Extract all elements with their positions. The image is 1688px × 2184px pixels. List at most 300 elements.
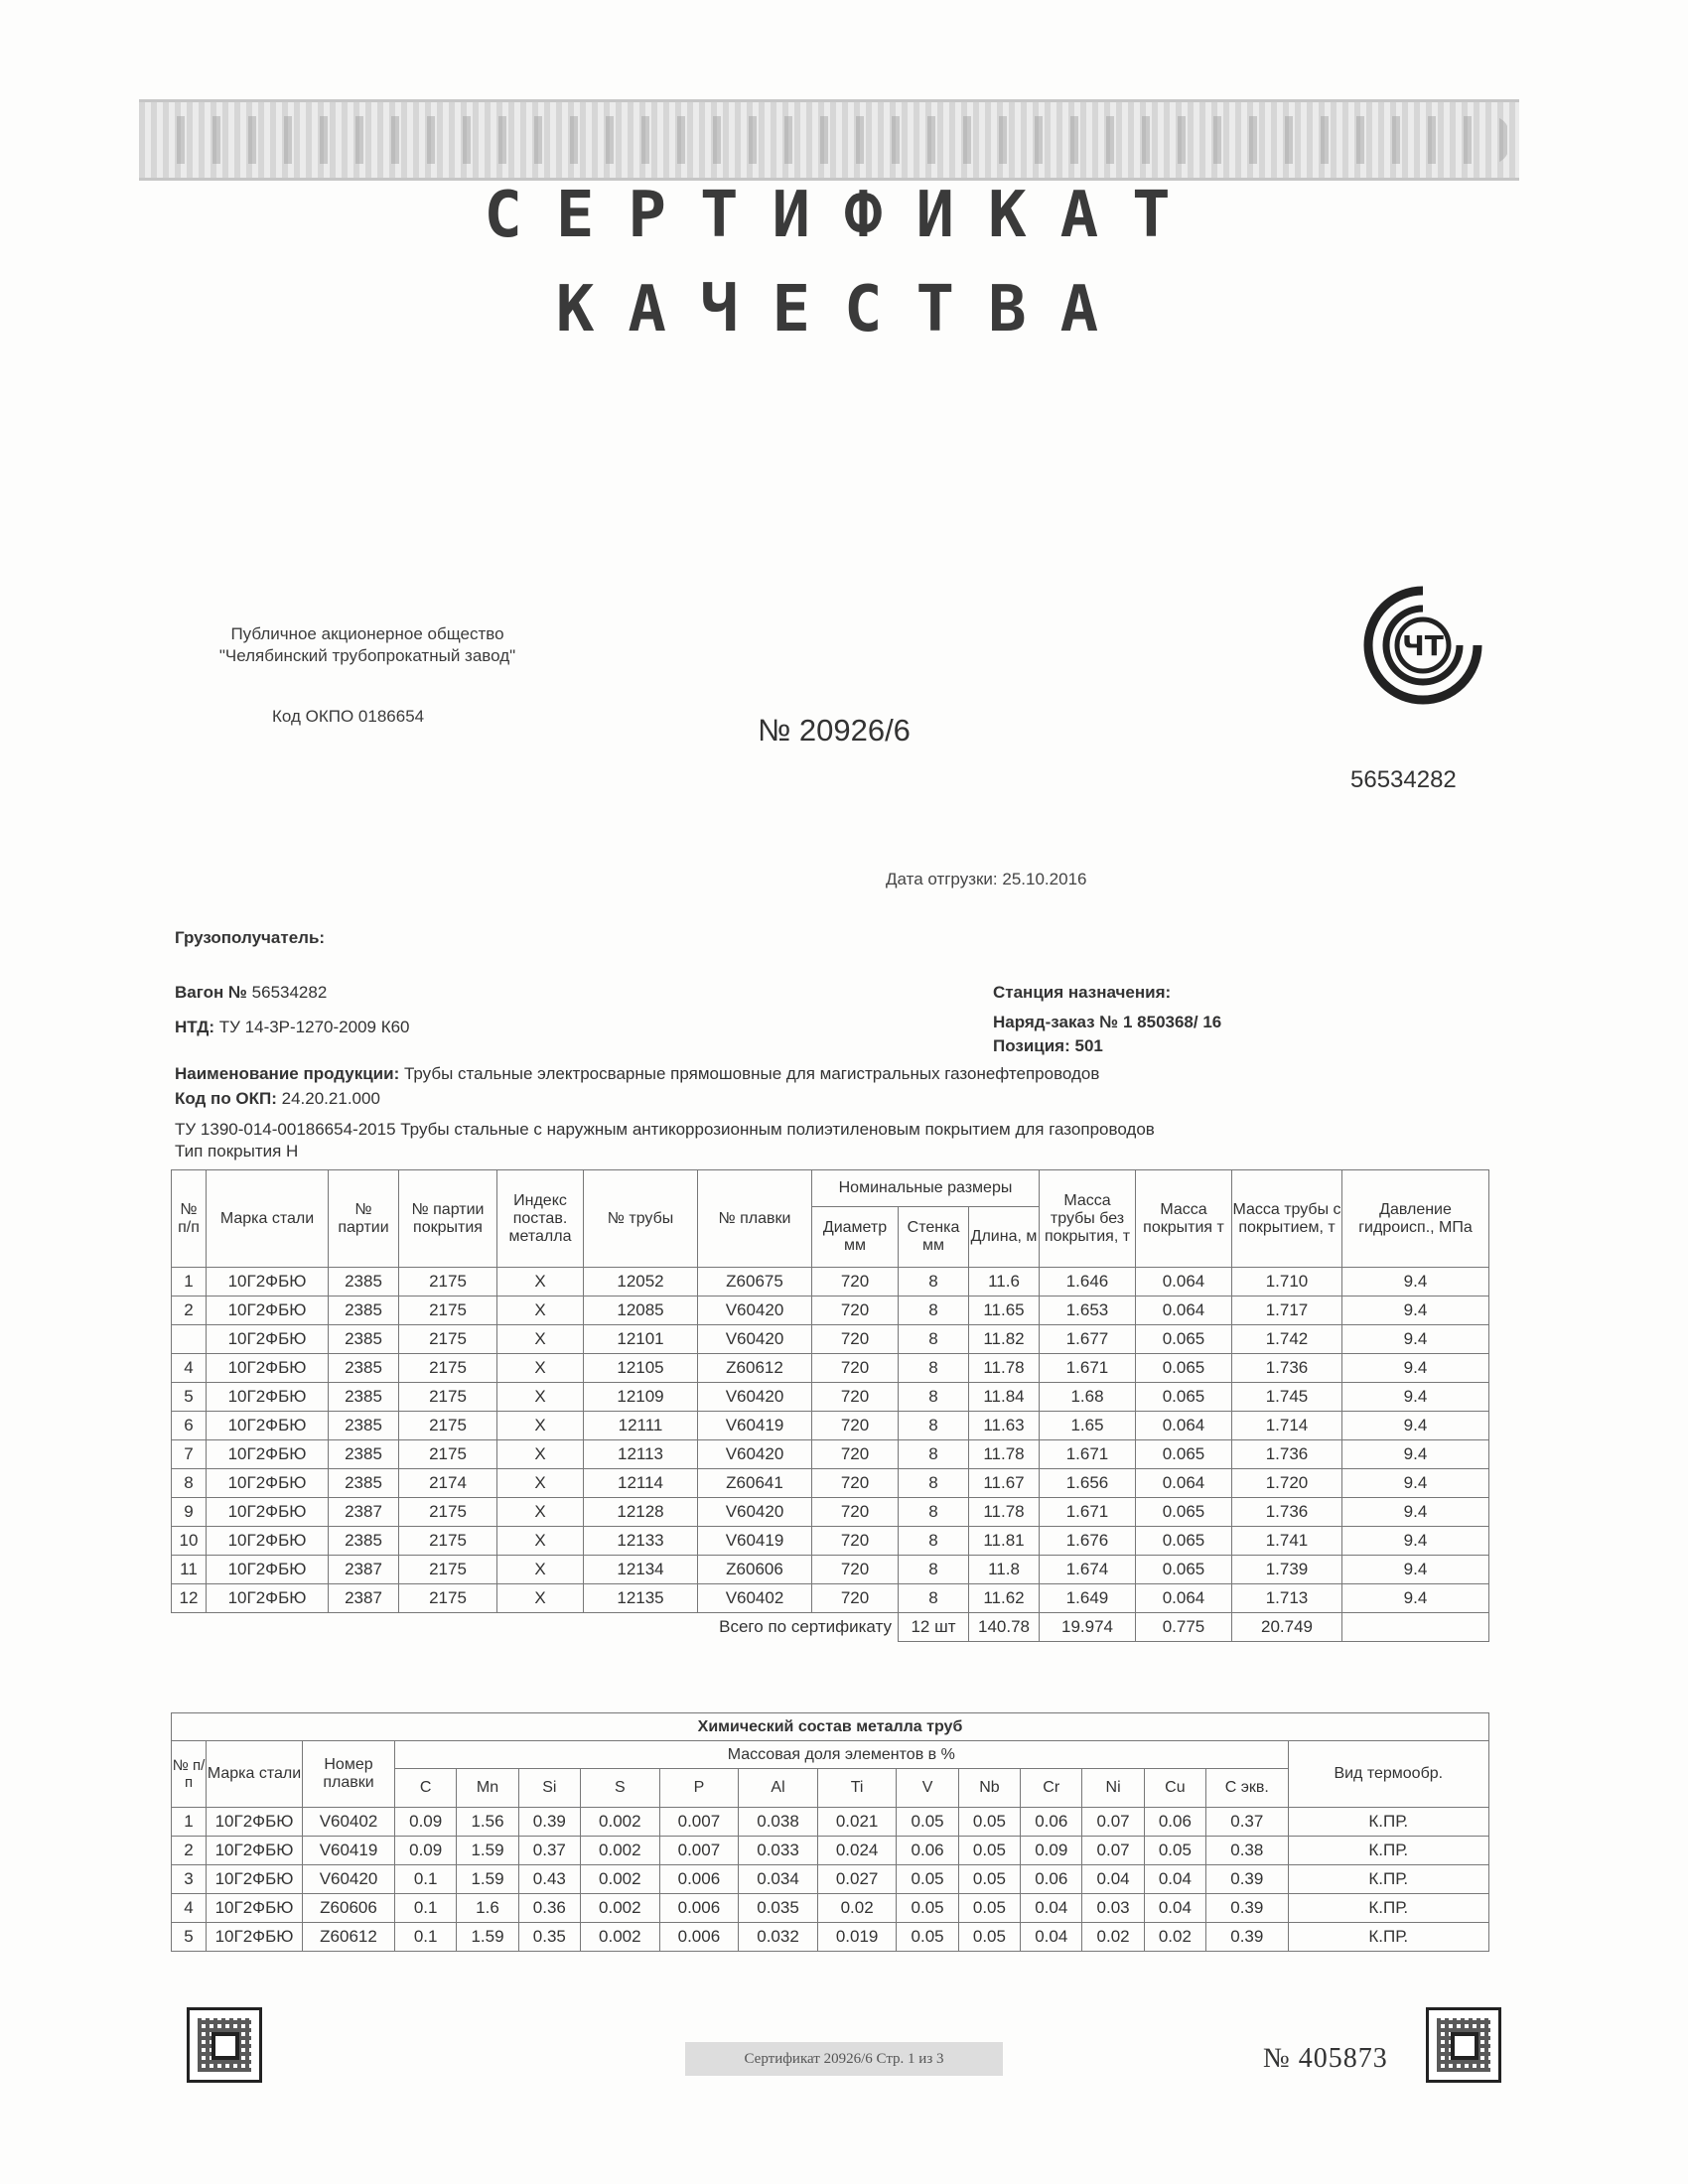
col-length: Длина, м: [969, 1207, 1040, 1268]
table-cell: 0.1: [395, 1894, 457, 1923]
chem-col-type: Вид термообр.: [1288, 1741, 1488, 1808]
table-cell: 12133: [584, 1527, 698, 1556]
table-cell: V60402: [303, 1808, 395, 1837]
table-cell: 2175: [399, 1268, 497, 1297]
table-cell: 9.4: [1342, 1268, 1489, 1297]
table-cell: Z60675: [698, 1268, 812, 1297]
col-diameter: Диаметр мм: [812, 1207, 899, 1268]
table-cell: 0.38: [1206, 1837, 1288, 1865]
logo-text: ЧТ: [1402, 629, 1444, 662]
station: Станция назначения:: [993, 983, 1172, 1002]
table-cell: 0.05: [897, 1894, 958, 1923]
table-cell: 11.78: [969, 1498, 1040, 1527]
table-cell: 0.04: [1144, 1865, 1205, 1894]
table-cell: [172, 1325, 207, 1354]
table-cell: 10Г2ФБЮ: [207, 1808, 303, 1837]
table-cell: 12105: [584, 1354, 698, 1383]
table-cell: 8: [899, 1268, 969, 1297]
org-line-2: "Челябинский трубопрокатный завод": [218, 646, 516, 665]
table-cell: 0.05: [897, 1865, 958, 1894]
table-cell: X: [497, 1383, 584, 1412]
table-cell: 10Г2ФБЮ: [207, 1383, 329, 1412]
table-cell: 12134: [584, 1556, 698, 1584]
table-cell: 0.06: [1021, 1865, 1082, 1894]
table-cell: 0.39: [1206, 1923, 1288, 1952]
table-cell: 1.736: [1232, 1354, 1342, 1383]
shipment-label: Дата отгрузки:: [886, 870, 998, 888]
table-cell: Z60606: [303, 1894, 395, 1923]
table-cell: 1.65: [1040, 1412, 1136, 1440]
col-mass-bare: Масса трубы без покрытия, т: [1040, 1170, 1136, 1268]
table-cell: 2175: [399, 1354, 497, 1383]
table-cell: 0.065: [1136, 1354, 1232, 1383]
table-row: [172, 1268, 1489, 1297]
table-cell: 2175: [399, 1297, 497, 1325]
table-cell: 0.05: [897, 1923, 958, 1952]
table-cell: 11.8: [969, 1556, 1040, 1584]
table-cell: 0.035: [739, 1894, 818, 1923]
col-heat: № плавки: [698, 1170, 812, 1268]
table-cell: 0.09: [395, 1808, 457, 1837]
col-nominal: Номинальные размеры: [812, 1170, 1040, 1207]
table-cell: 11.84: [969, 1383, 1040, 1412]
table-cell: V60419: [303, 1837, 395, 1865]
chem-col-num: № п/п: [172, 1741, 207, 1808]
table-cell: 11.81: [969, 1527, 1040, 1556]
table-cell: 2385: [329, 1268, 399, 1297]
table-cell: 10Г2ФБЮ: [207, 1412, 329, 1440]
table-cell: 0.1: [395, 1923, 457, 1952]
chem-col-element: S: [580, 1769, 659, 1808]
table-cell: 1.713: [1232, 1584, 1342, 1613]
table-row: [172, 1584, 1489, 1613]
total-count: 12 шт: [899, 1613, 969, 1642]
col-wall: Стенка мм: [899, 1207, 969, 1268]
table-cell: 8: [899, 1440, 969, 1469]
table-cell: 1.745: [1232, 1383, 1342, 1412]
table-cell: 11.63: [969, 1412, 1040, 1440]
table-cell: К.ПР.: [1288, 1865, 1488, 1894]
table-cell: 9.4: [1342, 1354, 1489, 1383]
table-cell: 0.064: [1136, 1584, 1232, 1613]
table-cell: 0.04: [1144, 1894, 1205, 1923]
table-cell: 12109: [584, 1383, 698, 1412]
ntd: НТД: ТУ 14-3Р-1270-2009 К60: [175, 1018, 410, 1036]
table-cell: X: [497, 1354, 584, 1383]
col-num: № п/п: [172, 1170, 207, 1268]
table-cell: 2385: [329, 1412, 399, 1440]
table-cell: 8: [899, 1498, 969, 1527]
table-cell: 2175: [399, 1584, 497, 1613]
table-cell: 1.68: [1040, 1383, 1136, 1412]
table-cell: 0.04: [1021, 1923, 1082, 1952]
chem-col-element: Si: [518, 1769, 580, 1808]
table-cell: 0.034: [739, 1865, 818, 1894]
table-cell: 0.065: [1136, 1440, 1232, 1469]
table-cell: X: [497, 1584, 584, 1613]
table-cell: 0.07: [1082, 1808, 1144, 1837]
decorative-border: [139, 99, 1519, 181]
table-cell: 12111: [584, 1412, 698, 1440]
certificate-number: № 20926/6: [758, 713, 911, 748]
col-coat-batch: № партии покрытия: [399, 1170, 497, 1268]
total-empty: [1342, 1613, 1489, 1642]
table-cell: 5: [172, 1923, 207, 1952]
table-cell: 10Г2ФБЮ: [207, 1527, 329, 1556]
table-cell: 0.43: [518, 1865, 580, 1894]
chem-col-element: Ti: [817, 1769, 897, 1808]
table-cell: 1.674: [1040, 1556, 1136, 1584]
table-row: [172, 1469, 1489, 1498]
table-cell: 11.65: [969, 1297, 1040, 1325]
position: Позиция: 501: [993, 1036, 1103, 1055]
total-label: Всего по сертификату: [172, 1613, 899, 1642]
shipment-value: 25.10.2016: [1002, 870, 1087, 888]
table-cell: 8: [899, 1584, 969, 1613]
table-cell: 12128: [584, 1498, 698, 1527]
table-cell: 5: [172, 1383, 207, 1412]
table-cell: 9.4: [1342, 1412, 1489, 1440]
chem-title: Химический состав металла труб: [172, 1713, 1489, 1741]
table-cell: 0.39: [518, 1808, 580, 1837]
table-cell: 2175: [399, 1556, 497, 1584]
coating-type: Тип покрытия Н: [175, 1142, 299, 1160]
logo-number: 56534282: [1350, 766, 1457, 793]
wagon: Вагон № 56534282: [175, 983, 328, 1002]
table-cell: 10Г2ФБЮ: [207, 1297, 329, 1325]
table-cell: 10Г2ФБЮ: [207, 1498, 329, 1527]
org-line-1: Публичное акционерное общество: [230, 624, 504, 643]
table-cell: 8: [899, 1527, 969, 1556]
table-row: [172, 1837, 1489, 1865]
chem-col-element: Mn: [457, 1769, 518, 1808]
table-cell: 0.05: [958, 1865, 1020, 1894]
table-cell: 0.006: [659, 1865, 739, 1894]
page-footer: Сертификат 20926/6 Стр. 1 из 3: [685, 2042, 1003, 2076]
table-cell: 11.78: [969, 1354, 1040, 1383]
order: Наряд-заказ № 1 850368/ 16: [993, 1013, 1222, 1031]
col-grade: Марка стали: [207, 1170, 329, 1268]
chem-col-element: Ni: [1082, 1769, 1144, 1808]
product: Наименование продукции: Трубы стальные электросварные прямошовные для магистральных газонефтепроводов: [175, 1064, 1100, 1083]
chem-col-element: Nb: [958, 1769, 1020, 1808]
table-cell: 9.4: [1342, 1584, 1489, 1613]
table-cell: 6: [172, 1412, 207, 1440]
table-row: [172, 1865, 1489, 1894]
col-mass-coat: Масса покрытия т: [1136, 1170, 1232, 1268]
table-cell: 0.39: [1206, 1894, 1288, 1923]
table-cell: 1.59: [457, 1923, 518, 1952]
table-cell: 2175: [399, 1412, 497, 1440]
chem-col-element: Al: [739, 1769, 818, 1808]
table-cell: V60420: [698, 1297, 812, 1325]
shipment-date: [886, 870, 1086, 889]
table-cell: 0.05: [958, 1923, 1020, 1952]
table-cell: 2387: [329, 1498, 399, 1527]
table-cell: 0.033: [739, 1837, 818, 1865]
chem-col-element: C экв.: [1206, 1769, 1288, 1808]
table-row: [172, 1383, 1489, 1412]
total-mass-bare: 19.974: [1040, 1613, 1136, 1642]
table-cell: 1.710: [1232, 1268, 1342, 1297]
table-cell: 720: [812, 1584, 899, 1613]
table-cell: 8: [899, 1556, 969, 1584]
table-cell: 0.09: [1021, 1837, 1082, 1865]
table-cell: 1.653: [1040, 1297, 1136, 1325]
table-row: [172, 1440, 1489, 1469]
table-cell: 0.024: [817, 1837, 897, 1865]
total-length: 140.78: [969, 1613, 1040, 1642]
table-row: [172, 1354, 1489, 1383]
table-cell: 1.56: [457, 1808, 518, 1837]
table-cell: К.ПР.: [1288, 1894, 1488, 1923]
table-row: [172, 1412, 1489, 1440]
table-cell: 0.038: [739, 1808, 818, 1837]
table-cell: X: [497, 1412, 584, 1440]
table-cell: 0.06: [1144, 1808, 1205, 1837]
table-cell: 12: [172, 1584, 207, 1613]
table-cell: 12085: [584, 1297, 698, 1325]
table-cell: 8: [899, 1383, 969, 1412]
table-row: [172, 1498, 1489, 1527]
table-cell: 10Г2ФБЮ: [207, 1469, 329, 1498]
table-cell: 0.06: [1021, 1808, 1082, 1837]
table-cell: 0.032: [739, 1923, 818, 1952]
chem-subtitle: Массовая доля элементов в %: [395, 1741, 1289, 1769]
total-row: [172, 1613, 1489, 1642]
table-cell: 0.37: [1206, 1808, 1288, 1837]
table-cell: 0.002: [580, 1894, 659, 1923]
table-cell: 720: [812, 1354, 899, 1383]
table-cell: 8: [899, 1297, 969, 1325]
table-cell: 720: [812, 1556, 899, 1584]
title-line-1: СЕРТИФИКАТ: [484, 179, 1204, 252]
table-cell: 8: [899, 1469, 969, 1498]
table-cell: 0.03: [1082, 1894, 1144, 1923]
table-cell: 0.05: [1144, 1837, 1205, 1865]
table-cell: 4: [172, 1354, 207, 1383]
chem-col-element: P: [659, 1769, 739, 1808]
table-cell: 11.67: [969, 1469, 1040, 1498]
table-cell: X: [497, 1556, 584, 1584]
table-cell: 1: [172, 1268, 207, 1297]
organization: [189, 623, 546, 667]
table-cell: 0.007: [659, 1837, 739, 1865]
col-mass-total: Масса трубы с покрытием, т: [1232, 1170, 1342, 1268]
table-row: [172, 1808, 1489, 1837]
table-cell: 2385: [329, 1469, 399, 1498]
table-cell: 720: [812, 1527, 899, 1556]
table-cell: 0.05: [958, 1837, 1020, 1865]
table-cell: 0.065: [1136, 1556, 1232, 1584]
table-cell: 0.02: [1082, 1923, 1144, 1952]
table-cell: 0.065: [1136, 1325, 1232, 1354]
table-cell: 0.064: [1136, 1297, 1232, 1325]
table-cell: 2385: [329, 1440, 399, 1469]
table-cell: 10: [172, 1527, 207, 1556]
table-cell: 0.064: [1136, 1412, 1232, 1440]
table-row: [172, 1894, 1489, 1923]
chem-col-element: V: [897, 1769, 958, 1808]
table-cell: 12101: [584, 1325, 698, 1354]
chem-col-element: C: [395, 1769, 457, 1808]
chemistry-table: [171, 1712, 1489, 1952]
table-cell: 0.02: [817, 1894, 897, 1923]
table-cell: 1.6: [457, 1894, 518, 1923]
table-cell: 10Г2ФБЮ: [207, 1325, 329, 1354]
table-cell: V60420: [303, 1865, 395, 1894]
table-cell: 1.671: [1040, 1354, 1136, 1383]
table-cell: 0.027: [817, 1865, 897, 1894]
total-mass-coat: 0.775: [1136, 1613, 1232, 1642]
table-cell: 10Г2ФБЮ: [207, 1923, 303, 1952]
table-row: [172, 1527, 1489, 1556]
table-cell: 0.35: [518, 1923, 580, 1952]
table-cell: 0.02: [1144, 1923, 1205, 1952]
table-cell: 0.007: [659, 1808, 739, 1837]
table-cell: 0.1: [395, 1865, 457, 1894]
table-cell: V60420: [698, 1440, 812, 1469]
table-cell: 11.62: [969, 1584, 1040, 1613]
table-cell: 0.006: [659, 1894, 739, 1923]
table-cell: 10Г2ФБЮ: [207, 1584, 329, 1613]
table-cell: X: [497, 1297, 584, 1325]
table-cell: 1.739: [1232, 1556, 1342, 1584]
table-cell: 720: [812, 1412, 899, 1440]
table-cell: 1.714: [1232, 1412, 1342, 1440]
table-cell: 2: [172, 1837, 207, 1865]
table-cell: 10Г2ФБЮ: [207, 1268, 329, 1297]
table-cell: К.ПР.: [1288, 1808, 1488, 1837]
table-cell: 720: [812, 1297, 899, 1325]
table-cell: Z60612: [303, 1923, 395, 1952]
okp: Код по ОКП: 24.20.21.000: [175, 1089, 380, 1108]
table-cell: 0.065: [1136, 1383, 1232, 1412]
table-cell: 0.021: [817, 1808, 897, 1837]
table-cell: V60420: [698, 1325, 812, 1354]
table-cell: 720: [812, 1498, 899, 1527]
table-cell: 12052: [584, 1268, 698, 1297]
okpo-code: Код ОКПО 0186654: [272, 707, 425, 726]
chem-col-heat: Номер плавки: [303, 1741, 395, 1808]
table-cell: 0.019: [817, 1923, 897, 1952]
table-cell: 9: [172, 1498, 207, 1527]
table-cell: 9.4: [1342, 1498, 1489, 1527]
table-cell: 1.742: [1232, 1325, 1342, 1354]
table-cell: 0.006: [659, 1923, 739, 1952]
table-cell: 12113: [584, 1440, 698, 1469]
table-cell: 9.4: [1342, 1325, 1489, 1354]
table-cell: 9.4: [1342, 1297, 1489, 1325]
table-row: [172, 1923, 1489, 1952]
table-cell: 0.05: [897, 1808, 958, 1837]
table-cell: X: [497, 1440, 584, 1469]
table-cell: 0.002: [580, 1865, 659, 1894]
table-cell: 10Г2ФБЮ: [207, 1556, 329, 1584]
table-cell: 8: [899, 1412, 969, 1440]
table-cell: 1.671: [1040, 1498, 1136, 1527]
table-cell: К.ПР.: [1288, 1923, 1488, 1952]
table-cell: X: [497, 1268, 584, 1297]
table-cell: 9.4: [1342, 1556, 1489, 1584]
table-cell: 2385: [329, 1325, 399, 1354]
table-cell: 10Г2ФБЮ: [207, 1354, 329, 1383]
table-cell: 10Г2ФБЮ: [207, 1865, 303, 1894]
table-row: [172, 1297, 1489, 1325]
table-cell: X: [497, 1527, 584, 1556]
table-cell: 2385: [329, 1354, 399, 1383]
table-cell: 1: [172, 1808, 207, 1837]
table-cell: К.ПР.: [1288, 1837, 1488, 1865]
table-cell: 3: [172, 1865, 207, 1894]
table-cell: 2385: [329, 1383, 399, 1412]
table-cell: 11.6: [969, 1268, 1040, 1297]
table-cell: X: [497, 1469, 584, 1498]
table-cell: 11.78: [969, 1440, 1040, 1469]
table-row: [172, 1556, 1489, 1584]
table-cell: 720: [812, 1469, 899, 1498]
table-cell: 2174: [399, 1469, 497, 1498]
table-cell: 1.736: [1232, 1498, 1342, 1527]
table-cell: 0.07: [1082, 1837, 1144, 1865]
table-cell: 2385: [329, 1297, 399, 1325]
chem-col-grade: Марка стали: [207, 1741, 303, 1808]
table-cell: X: [497, 1325, 584, 1354]
table-cell: 1.59: [457, 1837, 518, 1865]
table-cell: 1.656: [1040, 1469, 1136, 1498]
table-cell: 11.82: [969, 1325, 1040, 1354]
table-cell: V60420: [698, 1498, 812, 1527]
table-cell: V60419: [698, 1527, 812, 1556]
table-cell: 4: [172, 1894, 207, 1923]
col-batch: № партии: [329, 1170, 399, 1268]
table-cell: Z60612: [698, 1354, 812, 1383]
table-cell: 0.04: [1021, 1894, 1082, 1923]
col-pipe: № трубы: [584, 1170, 698, 1268]
table-cell: V60402: [698, 1584, 812, 1613]
table-cell: V60419: [698, 1412, 812, 1440]
table-cell: 0.002: [580, 1923, 659, 1952]
table-cell: 0.065: [1136, 1527, 1232, 1556]
table-cell: 2175: [399, 1440, 497, 1469]
table-cell: Z60606: [698, 1556, 812, 1584]
table-cell: 0.37: [518, 1837, 580, 1865]
company-logo-icon: [1358, 581, 1487, 710]
table-cell: 12135: [584, 1584, 698, 1613]
table-cell: V60420: [698, 1383, 812, 1412]
table-cell: Z60641: [698, 1469, 812, 1498]
qr-code-left-icon: [187, 2007, 262, 2083]
qr-code-right-icon: [1426, 2007, 1501, 2083]
table-cell: 0.04: [1082, 1865, 1144, 1894]
table-cell: 2175: [399, 1527, 497, 1556]
table-cell: 2387: [329, 1556, 399, 1584]
table-cell: 2: [172, 1297, 207, 1325]
chem-col-element: Cu: [1144, 1769, 1205, 1808]
table-cell: 10Г2ФБЮ: [207, 1894, 303, 1923]
tu-line: ТУ 1390-014-00186654-2015 Трубы стальные с наружным антикоррозионным полиэтиленовым покрытием для газопроводов: [175, 1120, 1155, 1139]
table-cell: 10Г2ФБЮ: [207, 1837, 303, 1865]
consignee: Грузополучатель:: [175, 928, 326, 947]
table-cell: 0.36: [518, 1894, 580, 1923]
table-cell: 0.09: [395, 1837, 457, 1865]
table-cell: 1.736: [1232, 1440, 1342, 1469]
table-cell: 1.649: [1040, 1584, 1136, 1613]
table-cell: 0.064: [1136, 1469, 1232, 1498]
table-cell: 8: [899, 1325, 969, 1354]
table-cell: 1.59: [457, 1865, 518, 1894]
table-cell: 0.05: [958, 1808, 1020, 1837]
